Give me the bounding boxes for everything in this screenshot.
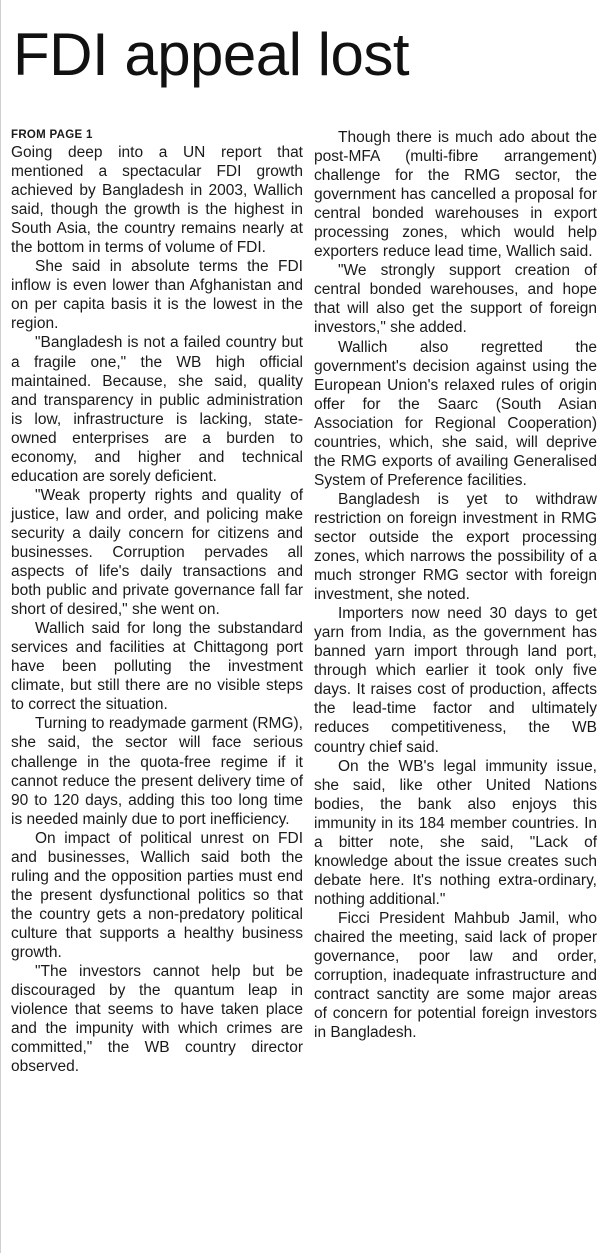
paragraph: Bangladesh is yet to withdraw restriction on foreign investment in RMG sector outside the export processing zones, which narrows the possibility of a much stronger RMG sector with foreign investment, she noted. bbox=[314, 490, 597, 604]
paragraph: "Weak property rights and quality of justice, law and order, and policing make security a daily concern for citizens and businesses. Corruption pervades all aspects of life's daily transactions and both public and private governance fall far short of desired," she went on. bbox=[11, 486, 303, 619]
paragraph: She said in absolute terms the FDI inflow is even lower than Afghanistan and on per capita basis it is the lowest in the region. bbox=[11, 258, 303, 333]
paragraph: Wallich said for long the substandard services and facilities at Chittagong port have been polluting the investment climate, but still there are no visible steps to correct the situation. bbox=[11, 620, 303, 714]
paragraph: Wallich also regretted the government's decision against using the European Union's relaxed rules of origin offer for the Saarc (South Asian Association for Regional Cooperation) countries, which, she said, will deprive the RMG exports of availing Generalised System of Preference facilities. bbox=[314, 338, 597, 489]
paragraph: Turning to readymade garment (RMG), she said, the sector will face serious challenge in the quota-free regime if it cannot reduce the present delivery time of 90 to 120 days, adding this too long time is needed mainly due to port inefficiency. bbox=[11, 715, 303, 828]
paragraph: Ficci President Mahbub Jamil, who chaired the meeting, said lack of proper governance, poor law and order, corruption, inadequate infrastructure and contract sanctity are some major areas of concern for potential foreign investors in Bangladesh. bbox=[314, 909, 597, 1042]
right-column bbox=[314, 128, 597, 1042]
paragraph: Though there is much ado about the post-MFA (multi-fibre arrangement) challenge for the RMG sector, the government has cancelled a proposal for central bonded warehouses in export processing zones, which would help exporters reduce lead time, Wallich said. bbox=[314, 129, 597, 261]
paragraph: Importers now need 30 days to get yarn from India, as the government has banned yarn import through land port, through which earlier it took only five days. It raises cost of production, affects the lead-time factor and ultimately reduces competitiveness, the WB country chief said. bbox=[314, 605, 597, 756]
paragraph: On impact of political unrest on FDI and businesses, Wallich said both the ruling and the opposition parties must end the present dysfunctional politics so that the country gets a non-predatory political culture that supports a healthy business growth. bbox=[11, 829, 303, 961]
paragraph: On the WB's legal immunity issue, she said, like other United Nations bodies, the bank also enjoys this immunity in its 184 member countries. In a bitter note, she said, "Lack of knowledge about the issue creates such debate here. It's nothing extra-ordinary, nothing additional." bbox=[314, 757, 597, 908]
paragraph: "The investors cannot help but be discouraged by the quantum leap in violence that seems to have taken place and the impunity with which crimes are committed," the WB country director observed. bbox=[11, 963, 303, 1076]
headline: FDI appeal lost bbox=[13, 21, 410, 88]
left-column bbox=[11, 128, 303, 1076]
paragraph: "We strongly support creation of central bonded warehouses, and hope that will also get the support of foreign investors," she added. bbox=[314, 262, 597, 337]
paragraph: "Bangladesh is not a failed country but a fragile one," the WB high official maintained. Because, she said, quality and transparency in public administration is low, infrastructure is lacking, state-owned enterprises are a burden to economy, and higher and technical education are sorely deficient. bbox=[11, 334, 303, 485]
continuation-label: FROM PAGE 1 bbox=[11, 129, 93, 141]
paragraph: Going deep into a UN report that mentioned a spectacular FDI growth achieved by Bangladesh in 2003, Wallich said, though the growth is the highest in South Asia, the country remains nearly at the bottom in terms of volume of FDI. bbox=[11, 144, 303, 257]
